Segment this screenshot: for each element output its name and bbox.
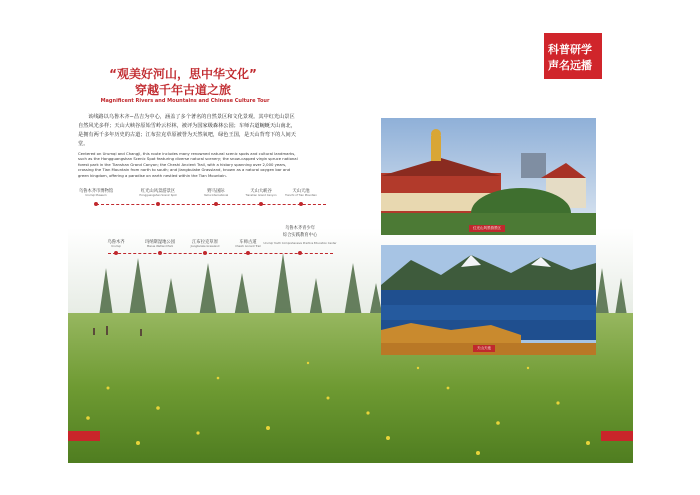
title-subtitle: Magnificent Rivers and Mountains and Chinese Culture Tour: [100, 98, 270, 104]
badge: [544, 33, 602, 79]
stop-label: 乌鲁木齐青少年: [284, 226, 316, 231]
route-line-top: [96, 204, 326, 205]
route-diagram: [68, 183, 368, 278]
lake-photo: [381, 245, 596, 355]
stop-label: 乌鲁木齐: [107, 240, 125, 245]
stop-sublabel: Hongguangshan Scenic Spot: [139, 194, 177, 197]
red-bar-right: [601, 431, 633, 441]
route-dot-icon: [156, 202, 160, 206]
stop-label: 红光山风景游景区: [140, 189, 176, 194]
route-dot-icon: [299, 202, 303, 206]
route-dot-icon: [114, 251, 118, 255]
route-dot-icon: [246, 251, 250, 255]
stop-sublabel: Urumqi Youth Comprehensive Practice Education Center: [263, 242, 337, 245]
stop-label: 车师古道: [239, 240, 257, 245]
stop-sublabel: Yema International: [203, 194, 229, 197]
stop-label: 天山天池: [292, 189, 310, 194]
stop-sublabel: Tianchi of Tian Mountain: [285, 194, 317, 197]
stop-label: 综合实践教育中心: [282, 233, 318, 238]
stop-sublabel: Urumqi: [111, 245, 121, 248]
page-spread: [68, 33, 633, 463]
stop-sublabel: Manas Wetland Park: [146, 245, 174, 248]
route-dot-icon: [214, 202, 218, 206]
stop-label: 江布拉克草原: [192, 240, 218, 245]
stop-label: 天山大峡谷: [250, 189, 272, 194]
photo-caption: 天山天池: [473, 345, 495, 352]
stop-sublabel: Cheshi Ancient Trail: [235, 245, 261, 248]
route-dot-icon: [94, 202, 98, 206]
stop-sublabel: Urumqi Museum: [85, 194, 107, 197]
stop-label: 乌鲁木齐市博物馆: [78, 189, 114, 194]
title-line-2: 穿越千年古道之旅: [134, 83, 231, 97]
stop-sublabel: Tianshan Grand Canyon: [245, 194, 277, 197]
badge-line-1: 科普研学: [548, 43, 592, 56]
badge-line-2: 声名远播: [548, 59, 592, 72]
stop-label: 野马国际: [207, 189, 225, 194]
red-bar-left: [68, 431, 100, 441]
stop-sublabel: Jiangbulake Grassland: [190, 245, 220, 248]
stop-label: 玛纳斯湿地公园: [144, 240, 176, 245]
english-body-text: Centered on Urumqi and Changji, this route includes many renowned natural scenic spots and cultural landmarks, such as the Hongguangshan Scenic Spot featuring diverse natural scenery; the snow-capped virgin spruce national forest park in the Tianshan Grand Canyon; the Cheshi Ancient Trail, with a history spanning over 2,000 years, crossing the Tian Mountain from north to south; and Jiangbulake Grassland, known as a natural oxygen bar and green kingdom, offering a paradise on earth nestled within the Tian Mountain.: [78, 151, 298, 178]
chinese-body-text: 该线路以乌鲁木齐−昌吉为中心，涵盖了多个著名的自然景区和文化景观。其中红光山景区自然风光多样；天山大峡谷原始雪岭云杉林，被评为国家级森林公园；车师古道蜿蜒天山南北，是拥有两千多年历史的古道；江布拉克草原被誉为天然氧吧，绿色王国，是天山背弯下的人间天堂。: [78, 114, 296, 147]
route-dot-icon: [259, 202, 263, 206]
route-dot-icon: [158, 251, 162, 255]
photo-caption: 红光山风景游景区: [469, 225, 505, 232]
route-dot-icon: [298, 251, 302, 255]
title-line-1: “观美好河山，思中华文化”: [109, 67, 257, 81]
temple-photo: [381, 118, 596, 235]
route-dot-icon: [203, 251, 207, 255]
